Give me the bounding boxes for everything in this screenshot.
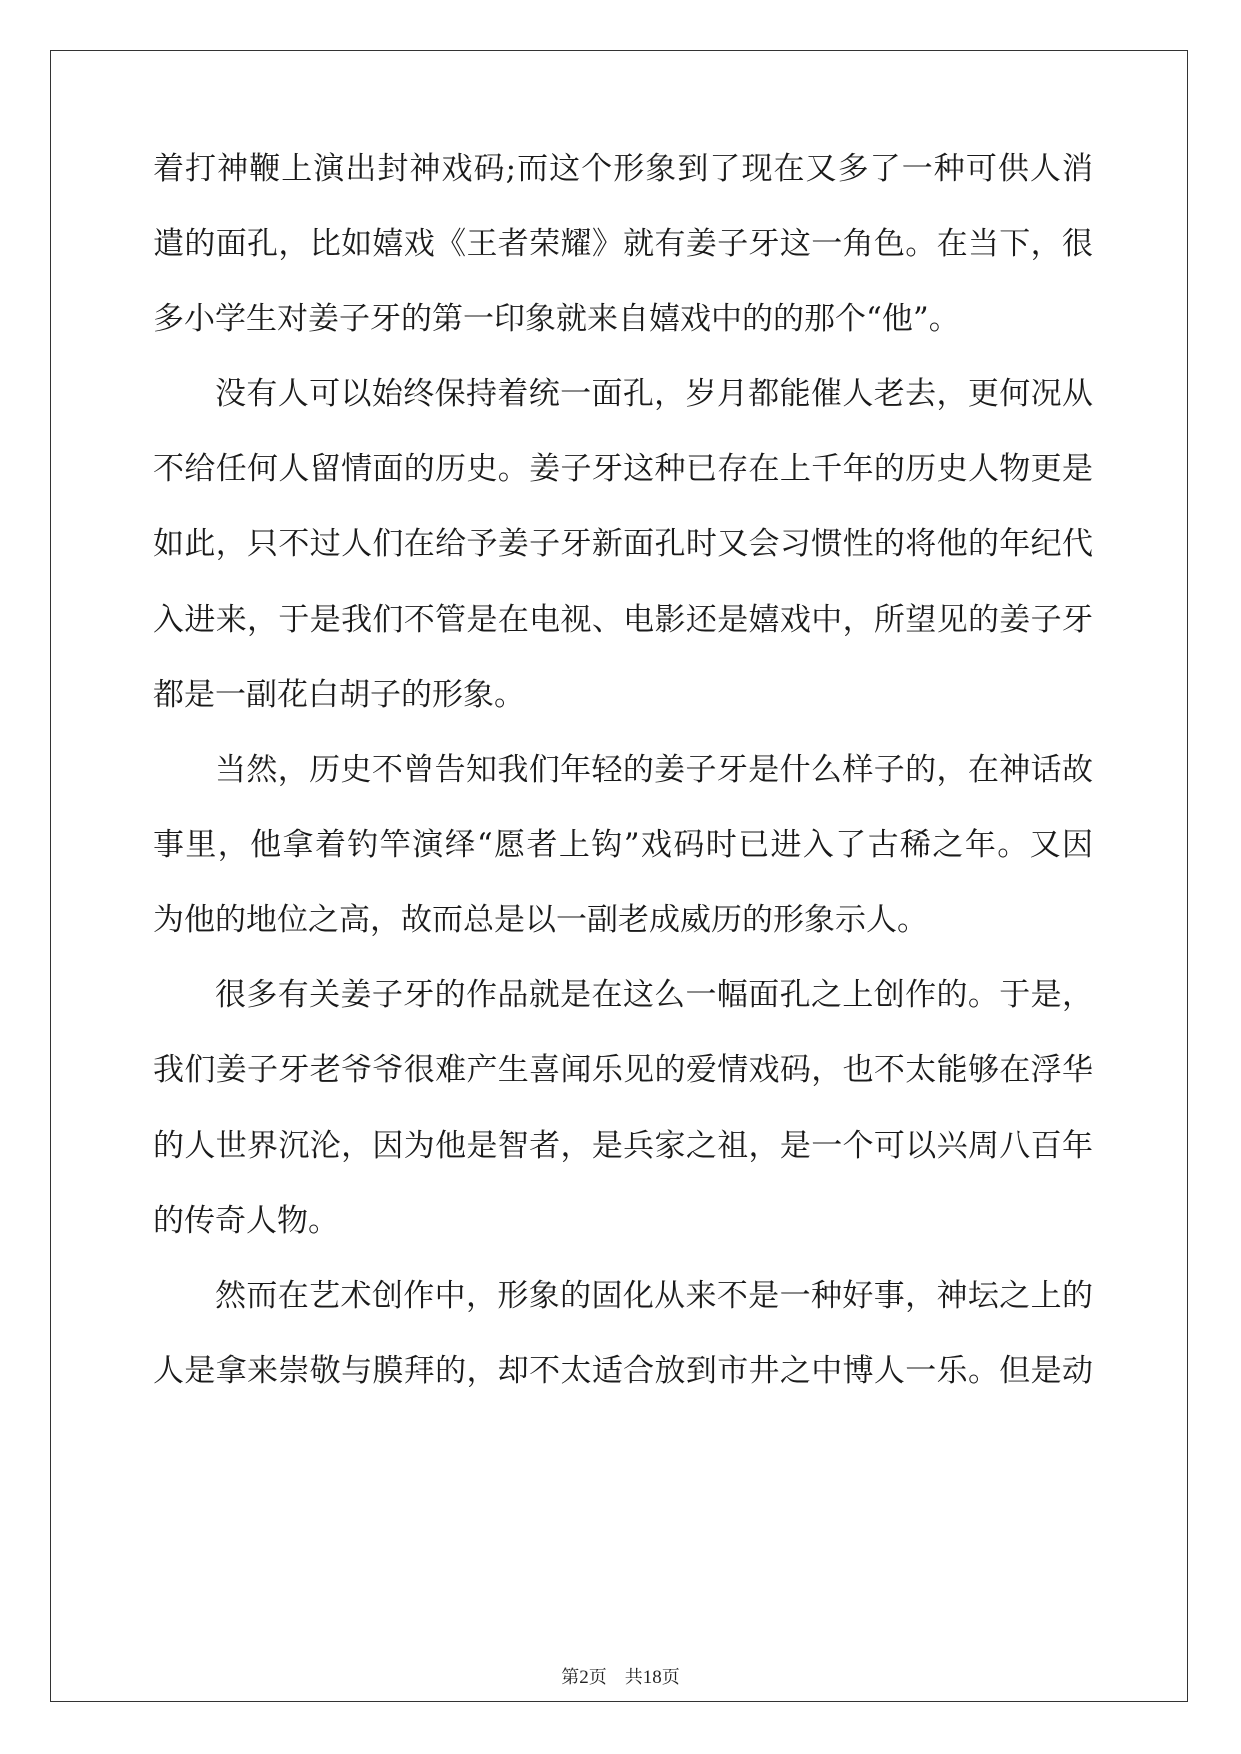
text-line: 我们姜子牙老爷爷很难产生喜闻乐见的爱情戏码，也不太能够在浮华 — [153, 1052, 1093, 1088]
paragraph-first-line: 然而在艺术创作中，形象的固化从来不是一种好事，神坛之上的 — [215, 1278, 1093, 1314]
page-number: 2 — [579, 1667, 589, 1688]
paragraph-first-line: 很多有关姜子牙的作品就是在这么一幅面孔之上创作的。于是， — [215, 977, 1093, 1013]
text-line: 入进来，于是我们不管是在电视、电影还是嬉戏中，所望见的姜子牙 — [153, 602, 1093, 638]
text-line: 的传奇人物。 — [153, 1203, 339, 1239]
paragraph-first-line: 没有人可以始终保持着统一面孔，岁月都能催人老去，更何况从 — [215, 376, 1093, 412]
total-prefix: 共 — [624, 1667, 643, 1688]
page-suffix: 页 — [588, 1667, 607, 1688]
page-prefix: 第 — [561, 1667, 580, 1688]
text-line: 多小学生对姜子牙的第一印象就来自嬉戏中的的那个“他”。 — [153, 301, 960, 337]
text-line: 的人世界沉沦，因为他是智者，是兵家之祖，是一个可以兴周八百年 — [153, 1128, 1093, 1164]
text-line: 为他的地位之高，故而总是以一副老成威历的形象示人。 — [153, 902, 928, 938]
total-pages: 18 — [642, 1667, 662, 1688]
text-line: 着打神鞭上演出封神戏码;而这个形象到了现在又多了一种可供人消 — [153, 151, 1093, 187]
text-line: 事里，他拿着钓竿演绎“愿者上钩”戏码时已进入了古稀之年。又因 — [153, 827, 1093, 863]
total-pages-label — [625, 1667, 680, 1688]
text-line: 遣的面孔，比如嬉戏《王者荣耀》就有姜子牙这一角色。在当下，很 — [153, 226, 1093, 262]
text-line: 不给任何人留情面的历史。姜子牙这种已存在上千年的历史人物更是 — [153, 451, 1093, 487]
text-line: 都是一副花白胡子的形象。 — [153, 677, 525, 713]
total-suffix: 页 — [661, 1667, 680, 1688]
text-line: 人是拿来崇敬与膜拜的，却不太适合放到市井之中博人一乐。但是动 — [153, 1353, 1093, 1389]
text-line: 如此，只不过人们在给予姜子牙新面孔时又会习惯性的将他的年纪代 — [153, 526, 1093, 562]
page-footer — [0, 1666, 1241, 1690]
paragraph-first-line: 当然，历史不曾告知我们年轻的姜子牙是什么样子的，在神话故 — [215, 752, 1093, 788]
page-number-label — [561, 1667, 607, 1688]
